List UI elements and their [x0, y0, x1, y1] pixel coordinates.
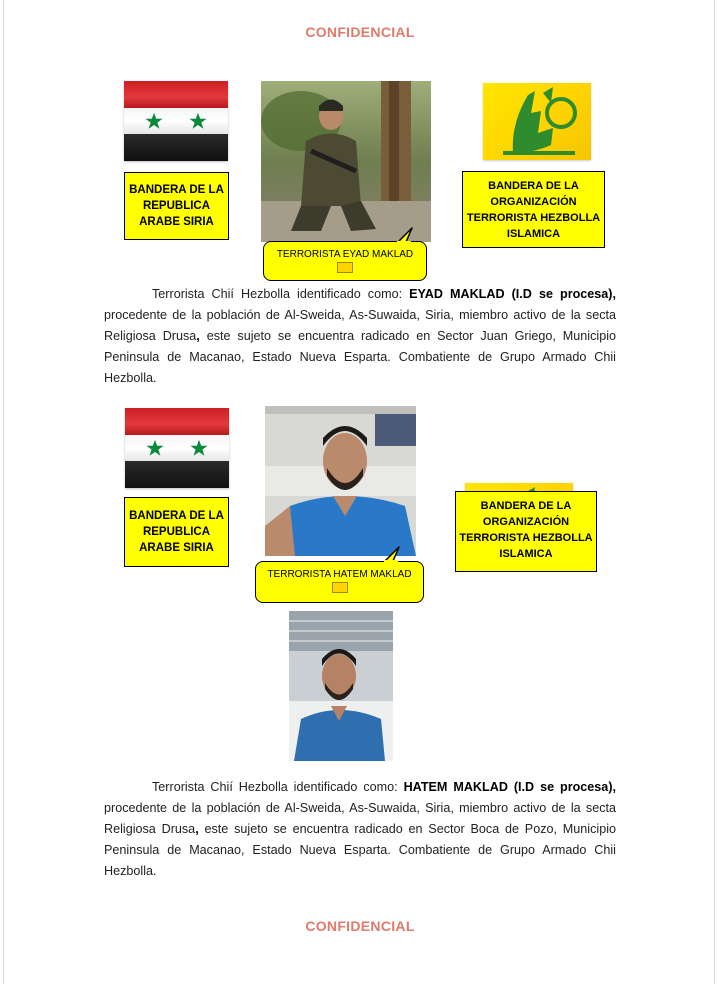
para-end: este sujeto se encuentra radicado en Sector Juan Griego, Municipio Peninsula de Macanao, Estado Nueva Esparta. Combatiente de Grupo Armado Chii Hezbolla.	[104, 329, 616, 385]
suspect-photo-hatem-2	[289, 611, 393, 761]
caption-text: TERRORISTA HATEM MAKLAD	[267, 569, 412, 580]
star-icon	[146, 439, 164, 457]
header-confidential: CONFIDENCIAL	[305, 24, 415, 40]
suspect-photo-hatem	[265, 406, 416, 556]
syria-flag-label: BANDERA DE LA REPUBLICA ARABE SIRIA	[124, 497, 229, 567]
suspect-name: EYAD MAKLAD (I.D se procesa),	[409, 287, 616, 301]
hezbollah-flag-label: BANDERA DE LA ORGANIZACIÓN TERRORISTA HEZBOLLA ISLAMICA	[455, 491, 597, 572]
para-mid: procedente de la población de Al-Sweida, As-Suwaida, Siria, miembro activo de la secta Religiosa Drusa	[104, 801, 616, 836]
suspect-photo-eyad	[261, 81, 431, 242]
photo-caption-hatem	[255, 561, 424, 603]
para-comma: ,	[195, 822, 199, 836]
callout-pointer	[383, 545, 405, 563]
para-intro: Terrorista Chií Hezbolla identificado como:	[152, 287, 410, 301]
footer-confidential: CONFIDENCIAL	[305, 918, 415, 934]
star-icon	[145, 112, 163, 130]
star-icon	[190, 439, 208, 457]
callout-pointer	[396, 226, 418, 244]
suspect-paragraph-hatem	[104, 777, 616, 882]
star-icon	[189, 112, 207, 130]
para-mid: procedente de la población de Al-Sweida, As-Suwaida, Siria, miembro activo de la secta Religiosa Drusa	[104, 308, 616, 343]
para-end: este sujeto se encuentra radicado en Sector Boca de Pozo, Municipio Peninsula de Macanao, Estado Nueva Esparta. Combatiente de Grupo Armado Chii Hezbolla.	[104, 822, 616, 878]
syria-flag	[124, 81, 228, 161]
photo-caption-eyad	[263, 241, 427, 281]
suspect-paragraph-eyad	[104, 284, 616, 389]
syria-flag	[125, 408, 229, 488]
suspect-name: HATEM MAKLAD (I.D se procesa),	[403, 780, 617, 794]
hezbollah-flag-label: BANDERA DE LA ORGANIZACIÓN TERRORISTA HEZBOLLA ISLAMICA	[462, 171, 605, 248]
para-comma: ,	[196, 329, 200, 343]
syria-flag-label: BANDERA DE LA REPUBLICA ARABE SIRIA	[124, 172, 229, 240]
hezbollah-flag	[483, 83, 591, 160]
caption-text: TERRORISTA EYAD MAKLAD	[276, 249, 414, 260]
para-intro: Terrorista Chií Hezbolla identificado como:	[152, 780, 404, 794]
hezbollah-mini-flag-icon	[332, 582, 348, 593]
hezbollah-mini-flag-icon	[337, 262, 353, 273]
